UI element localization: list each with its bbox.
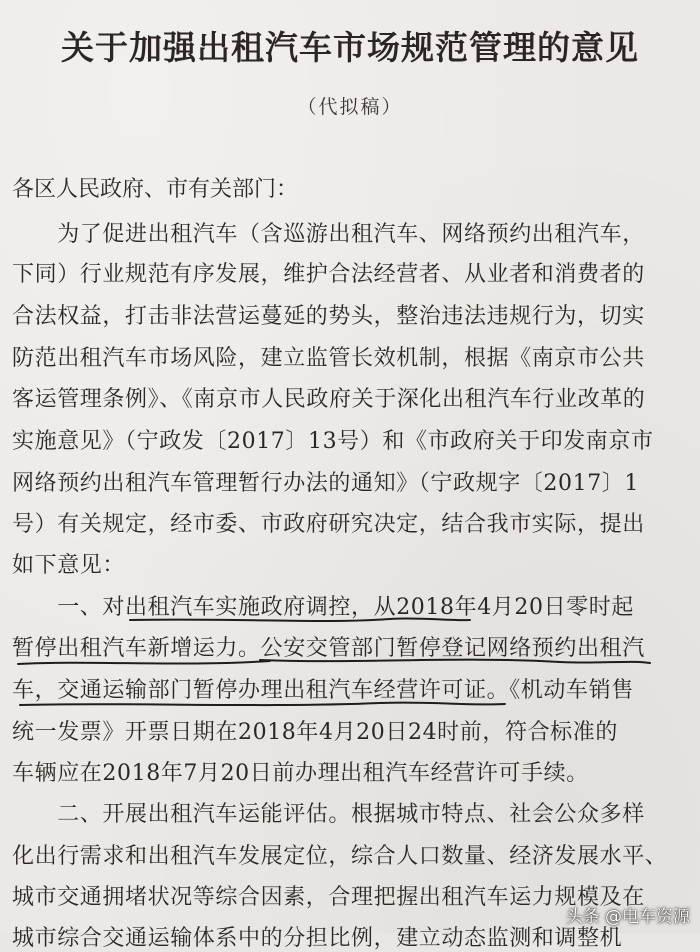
body-line: 车，交通运输部门暂停办理出租汽车经营许可证。《机动车销售 (12, 678, 634, 703)
body-line: 如下意见： (12, 553, 126, 578)
body-line: 合法权益，打击非法营运蔓延的势头，整治违法违规行为，切实 (12, 304, 645, 329)
body-line: 实施意见》（宁政发〔2017〕13号）和《市政府关于印发南京市 (12, 429, 654, 454)
body-line: 车辆应在2018年7月20日前办理出租汽车经营许可手续。 (12, 761, 589, 786)
body-line: 号）有关规定，经市委、市政府研究决定，结合我市实际，提出 (12, 512, 645, 537)
watermark: 头条 @电车资源 (565, 907, 690, 927)
body-line: 二、开展出租汽车运能评估。根据城市特点、社会公众多样 (12, 802, 645, 827)
document-title: 关于加强出租汽车市场规范管理的意见 (61, 28, 639, 67)
body-line: 城市交通拥堵状况等综合因素，合理把握出租汽车运力规模及在 (12, 885, 645, 910)
body-line: 一、对出租汽车实施政府调控，从2018年4月20日零时起 (12, 595, 634, 620)
document-subtitle: （代拟稿） (297, 96, 403, 118)
body-line: 暂停出租汽车新增运力。公安交管部门暂停登记网络预约出租汽 (12, 636, 645, 661)
body-line: 化出行需求和出租汽车发展定位，综合人口数量、经济发展水平、 (12, 844, 668, 869)
body-line: 客运管理条例》、《南京市人民政府关于深化出租汽车行业改革的 (12, 387, 646, 412)
salutation: 各区人民政府、市有关部门： (12, 177, 299, 202)
body-line: 防范出租汽车市场风险，建立监管长效机制，根据《南京市公共 (12, 346, 645, 371)
body-line: 为了促进出租汽车（含巡游出租汽车、网络预约出租汽车， (12, 222, 645, 247)
body-line: 统一发票》开票日期在2018年4月20日24时前，符合标准的 (12, 720, 618, 745)
body-line: 城市综合交通运输体系中的分担比例，建立动态监测和调整机 (12, 926, 623, 951)
body-line: 下同）行业规范有序发展，维护合法经营者、从业者和消费者的 (12, 262, 645, 287)
body-line: 网络预约出租汽车管理暂行办法的通知》（宁政规字〔2017〕1 (12, 471, 639, 496)
